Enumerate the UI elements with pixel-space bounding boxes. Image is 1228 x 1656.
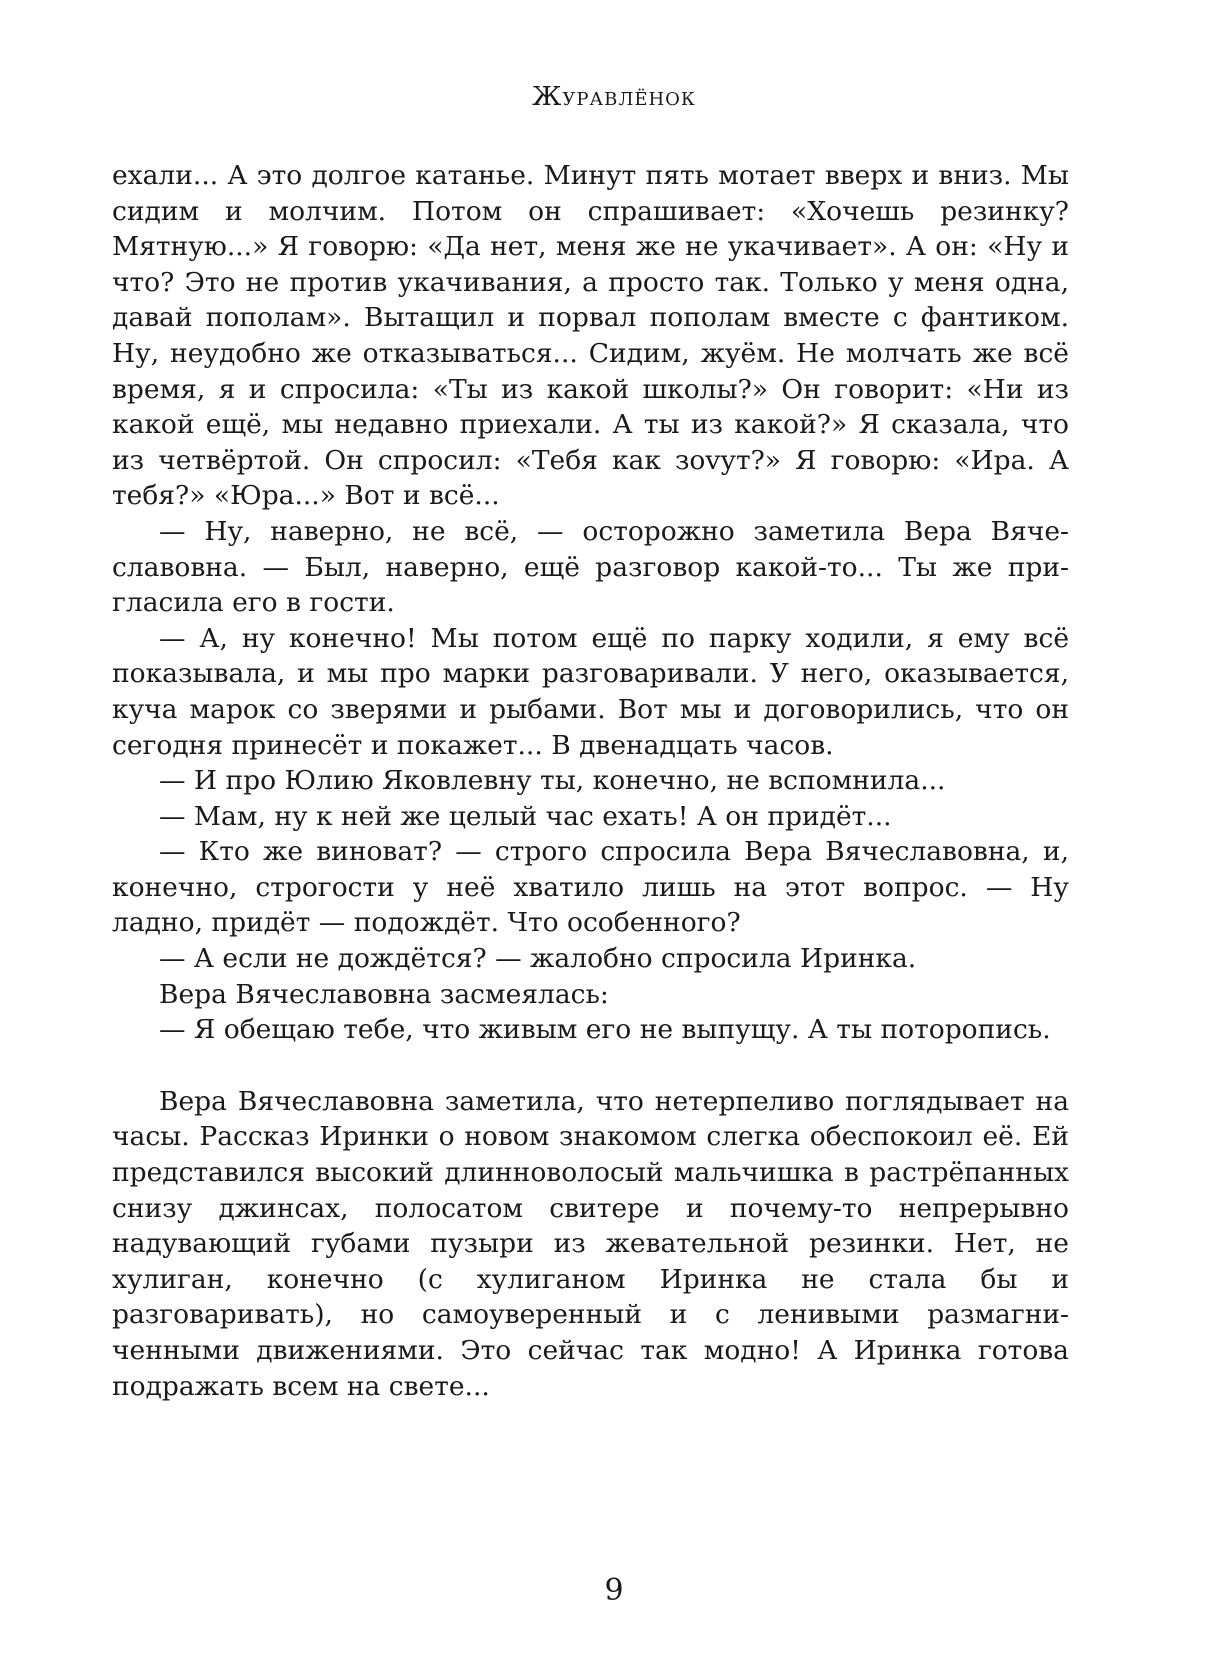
paragraph: — А если не дождётся? — жалобно спросила Иринка. (159, 943, 917, 975)
paragraph: Вера Вячеславовна засмеялась: (159, 978, 609, 1010)
paragraph: — И про Юлию Яковлевну ты, конечно, не вспомнила... (159, 765, 946, 797)
paragraph: — Я обещаю тебе, что живым его не выпущу. А ты поторопись. (159, 1014, 1051, 1046)
paragraph: — Ну, наверно, не всё, — осторожно заметила Вера Вячеславовна. — Был, наверно, ещё разговор какой-то... Ты же пригласила его в гости. (112, 515, 1069, 619)
body-text (112, 158, 1069, 1404)
paragraph: — Кто же виноват? — строго спросила Вера Вячеславовна, и, конечно, строгости у неё хватило лишь на этот вопрос. — Ну ладно, придёт — подождёт. Что особенного? (112, 836, 1069, 939)
page-number: 9 (604, 1573, 624, 1608)
running-header: Журавлёнок (532, 82, 696, 112)
paragraph: — А, ну конечно! Мы потом ещё по парку ходили, я ему всё показывала, и мы про марки разговаривали. У него, оказывается, куча марок со зверями и рыбами. Вот мы и договорились, что он сегодня принесёт и покажет... В двенадцать часов. (112, 622, 1069, 761)
paragraph: Вера Вячеславовна заметила, что нетерпеливо поглядывает на часы. Рассказ Иринки о новом знакомом слегка обеспокоил её. Ей представился высокий длинноволосый мальчишка в растрёпанных снизу джинсах, полосатом свитере и почему-то непрерывно надувающий губами пузыри из жевательной резинки. Нет, не хулиган, конечно (с хулиганом Иринка не стала бы и разговаривать), но самоуверенный и с ленивыми размагниченными движениями. Это сейчас так модно! А Иринка готова подражать всем на свете... (112, 1085, 1069, 1402)
paragraph: ехали... А это долгое катанье. Минут пять мотает вверх и вниз. Мы сидим и молчим. Потом он спрашивает: «Хочешь резинку? Мятную...» Я говорю: «Да нет, меня же не укачивает». А он: «Ну и что? Это не против укачивания, а просто так. Только у меня одна, давай пополам». Вытащил и порвал пополам вместе с фантиком. Ну, неудобно же отказываться... Сидим, жуём. Не молчать же всё время, я и спросила: «Ты из какой школы?» Он говорит: «Ни из какой ещё, мы недавно приехали. А ты из какой?» Я сказала, что из четвёртой. Он спросил: «Тебя как зоvут?» Я говорю: «Ира. А тебя?» «Юра...» Вот и всё... (112, 160, 1069, 512)
paragraph: — Мам, ну к ней же целый час ехать! А он придёт... (159, 800, 892, 832)
